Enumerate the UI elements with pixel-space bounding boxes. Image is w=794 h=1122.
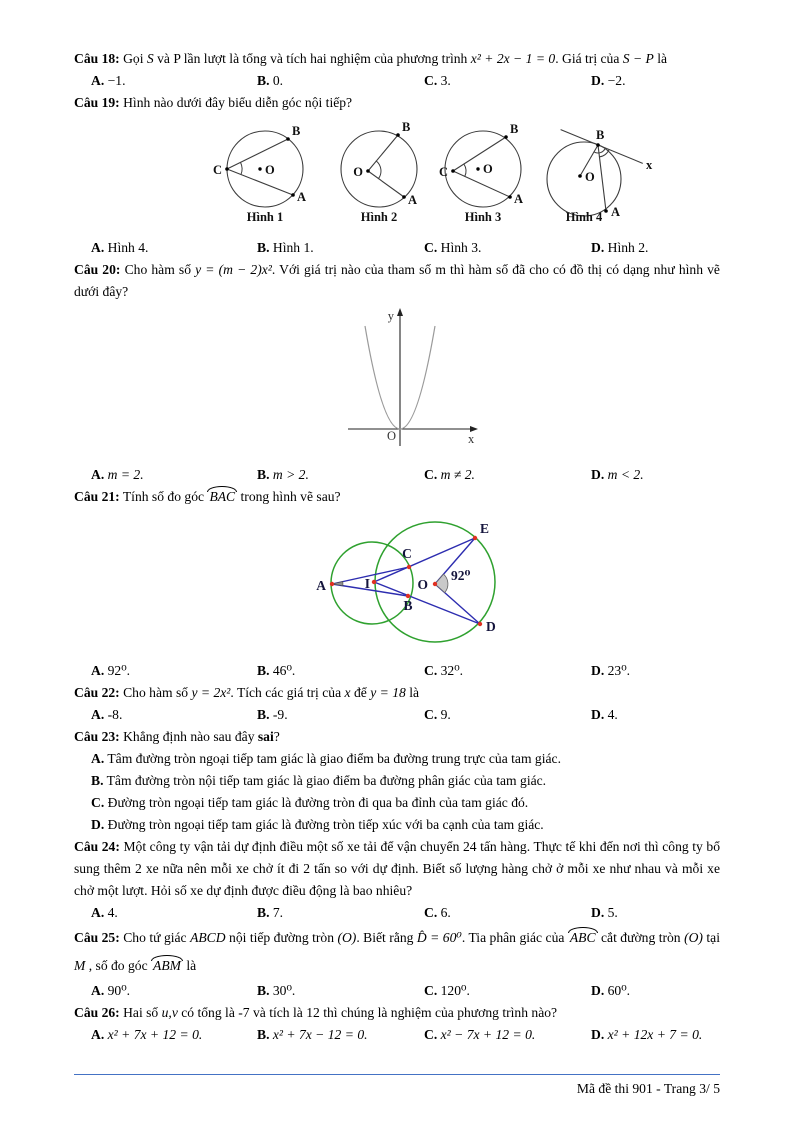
arc-angle-abc: ABC (569, 930, 596, 945)
option-d: D. −2. (591, 73, 626, 88)
option-a: A. 4. (91, 905, 118, 920)
option-a: A. Tâm đường tròn ngoại tiếp tam giác là giao điểm ba đường trung trực của tam giác. (91, 751, 561, 766)
figure-hinh-2 (341, 120, 417, 224)
option-d: D. 5. (591, 905, 618, 920)
option-a: A. 92⁰. (91, 663, 131, 678)
point-label-b: B (403, 598, 413, 613)
question-20-text: Câu 20: Cho hàm số y = (m − 2)x². Với giá trị nào của tham số m thì hàm số đã cho có đồ thị có dạng như hình vẽ dưới đây? (74, 262, 720, 299)
question-20 (74, 259, 720, 486)
option-c: C. 120⁰. (424, 983, 470, 998)
option-a: A. x² + 7x + 12 = 0. (91, 1027, 203, 1042)
figure-two-circles (290, 514, 570, 649)
caption-hinh-4: Hình 4 (565, 210, 603, 224)
question-26-options (74, 1024, 720, 1046)
option-b: B. x² + 7x − 12 = 0. (257, 1027, 368, 1042)
angle-value-label: 92⁰ (451, 568, 471, 583)
question-21 (74, 486, 720, 682)
point-label-a: A (514, 192, 524, 206)
footer-text: Mã đề thi 901 - Trang 3/ 5 (576, 1081, 720, 1096)
option-d: D. 23⁰. (591, 663, 631, 678)
option-d: D. 4. (591, 707, 618, 722)
figure-parabola-graph (300, 306, 500, 454)
point-label-a: A (611, 205, 621, 219)
option-c: C. 9. (424, 707, 451, 722)
option-a: A. Hình 4. (91, 240, 149, 255)
question-22-text: Câu 22: Cho hàm số y = 2x². Tích các giá trị của x để y = 18 là (74, 685, 420, 700)
question-21-label: Câu 21: (74, 489, 120, 504)
question-19-text: Câu 19: Hình nào dưới đây biểu diễn góc nội tiếp? (74, 95, 353, 110)
option-a: A. −1. (91, 73, 126, 88)
question-18 (74, 48, 720, 92)
option-b: B. -9. (257, 707, 288, 722)
question-24-options (74, 902, 720, 924)
option-c: C. x² − 7x + 12 = 0. (424, 1027, 536, 1042)
option-c: C. 6. (424, 905, 451, 920)
question-25-label: Câu 25: (74, 930, 120, 945)
point-label-e: E (480, 521, 490, 536)
origin-label: O (387, 429, 397, 443)
question-21-text: Câu 21: Tính số đo góc BAC trong hình vẽ sau? (74, 489, 341, 504)
figure-hinh-4 (547, 128, 653, 224)
question-26 (74, 1002, 720, 1046)
figure-hinh-3 (439, 122, 523, 224)
question-23-label: Câu 23: (74, 729, 120, 744)
question-26-label: Câu 26: (74, 1005, 120, 1020)
caption-hinh-2: Hình 2 (360, 210, 398, 224)
question-24-label: Câu 24: (74, 839, 120, 854)
option-b: B. Hình 1. (257, 240, 314, 255)
option-c: C. 32⁰. (424, 663, 464, 678)
point-label-i: I (364, 576, 370, 591)
point-label-o: O (483, 162, 493, 176)
point-label-b: B (402, 120, 411, 134)
question-25-options (74, 980, 720, 1002)
x-axis-label: x (468, 432, 475, 446)
small-circle (331, 542, 413, 624)
option-b: B. 46⁰. (257, 663, 296, 678)
option-c: C. 3. (424, 73, 451, 88)
option-d: D. 60⁰. (591, 983, 631, 998)
question-18-text: Câu 18: Gọi S và P lần lượt là tổng và tích hai nghiệm của phương trình x² + 2x − 1 = 0. Giá trị của S − P là (74, 51, 668, 66)
option-c: C. Hình 3. (424, 240, 482, 255)
point-label-o: O (265, 163, 275, 177)
question-26-text: Câu 26: Hai số u,v có tổng là -7 và tích là 12 thì chúng là nghiệm của phương trình nào? (74, 1005, 558, 1020)
question-19-options (74, 237, 720, 259)
axes (348, 308, 478, 446)
option-a: A. m = 2. (91, 467, 144, 482)
point-label-a: A (408, 193, 418, 207)
question-20-options (74, 464, 720, 486)
question-22-options (74, 704, 720, 726)
point-label-o: O (417, 577, 428, 592)
option-b: B. Tâm đường tròn nội tiếp tam giác là giao điểm ba đường phân giác của tam giác. (91, 773, 547, 788)
option-b: B. 30⁰. (257, 983, 296, 998)
option-d: D. Hình 2. (591, 240, 649, 255)
question-23-text: Câu 23: Khẳng định nào sau đây sai? (74, 729, 280, 744)
y-axis-label: y (387, 309, 394, 323)
point-label-c: C (438, 165, 448, 179)
caption-hinh-1: Hình 1 (246, 210, 284, 224)
option-c: C. Đường tròn ngoại tiếp tam giác là đường tròn đi qua ba đỉnh của tam giác đó. (91, 795, 529, 810)
question-25-text: Câu 25: Cho tứ giác ABCD nội tiếp đường tròn (O). Biết rằng D̂ = 60⁰. Tia phân giác của ABC cắt đường tròn (O) tại M , số đo góc ABM là (74, 930, 720, 973)
point-label-c: C (402, 546, 412, 561)
option-d: D. Đường tròn ngoại tiếp tam giác là đường tròn tiếp xúc với ba cạnh của tam giác. (91, 817, 544, 832)
option-d: D. x² + 12x + 7 = 0. (591, 1027, 703, 1042)
point-label-b: B (596, 128, 605, 142)
caption-hinh-3: Hình 3 (464, 210, 502, 224)
page-footer (74, 1074, 720, 1100)
option-b: B. m > 2. (257, 467, 309, 482)
question-18-label: Câu 18: (74, 51, 120, 66)
option-b: B. 0. (257, 73, 284, 88)
point-label-o: O (353, 165, 363, 179)
figure-inscribed-angles (208, 117, 660, 227)
arc-angle-bac: BAC (209, 489, 236, 504)
question-22 (74, 682, 720, 726)
option-a: A. 90⁰. (91, 983, 131, 998)
option-c: C. m ≠ 2. (424, 467, 475, 482)
point-label-d: D (486, 619, 496, 634)
option-b: B. 7. (257, 905, 284, 920)
point-label-b: B (292, 124, 301, 138)
option-d: D. m < 2. (591, 467, 644, 482)
question-18-options (74, 70, 720, 92)
question-21-options (74, 660, 720, 682)
arc-angle-abm: ABM (153, 958, 181, 973)
question-25 (74, 924, 720, 1002)
question-24 (74, 836, 720, 924)
figure-hinh-1 (213, 124, 306, 224)
point-label-a: A (297, 190, 307, 204)
tangent-label-x: x (646, 158, 653, 172)
question-20-label: Câu 20: (74, 262, 121, 277)
question-22-label: Câu 22: (74, 685, 120, 700)
option-a: A. -8. (91, 707, 123, 722)
question-19 (74, 92, 720, 259)
point-label-c: C (212, 163, 222, 177)
point-label-b: B (510, 122, 519, 136)
question-19-label: Câu 19: (74, 95, 120, 110)
question-23 (74, 726, 720, 836)
point-label-a: A (316, 578, 326, 593)
question-24-text: Câu 24: Một công ty vận tải dự định điều một số xe tải để vận chuyển 24 tấn hàng. Thực tế khi đến nơi thì công ty bổ sung thêm 2 xe nữa nên mỗi xe chở ít đi 2 tấn so với dự định. Biết số lượng hàng chở ở mỗi xe như nhau và mỗi xe chở một lượt. Hỏi số xe dự định được điều động là bao nhiêu? (74, 839, 721, 898)
point-label-o: O (585, 170, 595, 184)
